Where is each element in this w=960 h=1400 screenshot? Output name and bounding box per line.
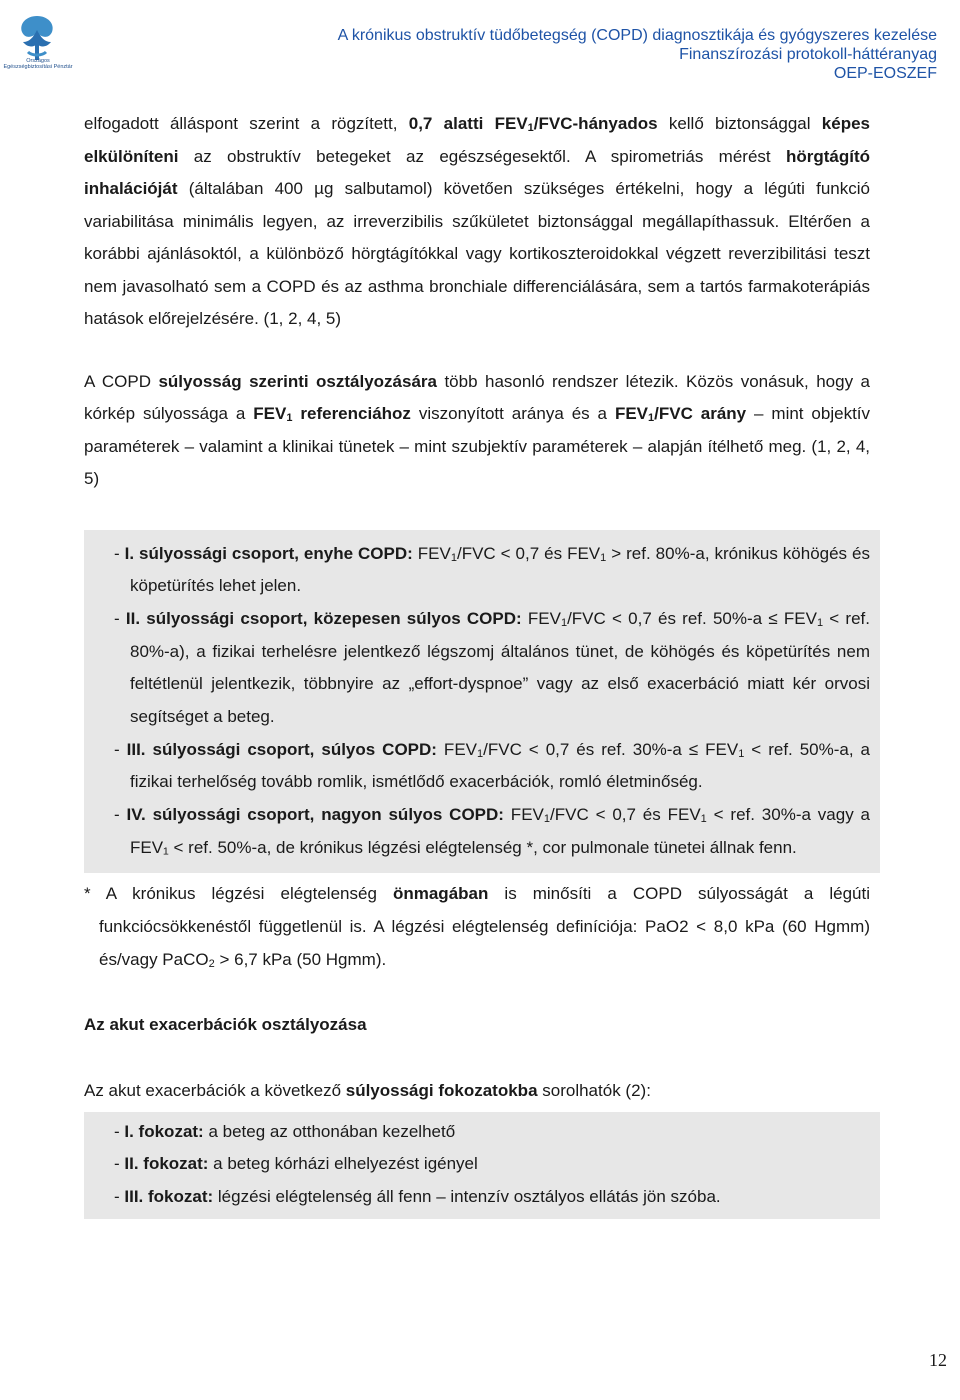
paragraph-exacerbation-grades: Az akut exacerbációk a következő súlyossági fokozatokba sorolhatók (2):: [84, 1080, 651, 1100]
respiratory-failure-footnote: * A krónikus légzési elégtelenség önmagában is minősíti a COPD súlyosságát a légúti funkciócsökkenéstől függetlenül is. A légzési elégtelenség definíciója: PaO2 < 8,0 kPa (60 Hgmm) és/vagy PaCO$_2$ > 6,7 kPa (50 Hgmm).: [84, 883, 871, 970]
paragraph-spirometry: elfogadott álláspont szerint a rögzített, 0,7 alatti $FEV_1/FVC$-hányados kellő biztonsággal képes elkülöníteni az obstruktív betegeket az egészségesektől. A spirometriás mérést hörgtágító inhalációját (általában 400 µg salbutamol) követően szükséges értékelni, hogy a légúti funkció variabilitása minimális legyen, az irreverzibilis szűkületet biztonsággal megállapíthassuk. Eltérően a korábbi ajánlásoktól, a különböző hörgtágítókkal vagy kortikoszteroidokkal végzett reverzibilitási teszt nem javasolható sem a COPD és az asthma bronchiale differenciálására, sem a tartós farmakoterápiás hatások előrejelzésére. (1, 2, 4, 5): [84, 114, 870, 328]
document-body: [84, 108, 870, 1219]
severity-groups-box: [84, 530, 880, 873]
severity-group-item: - II. súlyossági csoport, közepesen súlyos COPD: $FEV_1$/FVC < 0,7 és ref. $50\%-a \le FEV_1$ < ref. 80%-a), a fizikai terhelésre jelentkező légszomj általános tünet, de köhögés és köpetürítés nem feltétlenül jelentkezik, többnyire az „effort-dyspnoe” vagy az első exacerbáció miatt kér orvosi segítséget a beteg.: [114, 608, 870, 727]
header-title: A krónikus obstruktív tüdőbetegség (COPD) diagnosztikája és gyógyszeres kezelése: [337, 27, 937, 44]
page-number: 12: [929, 1350, 947, 1370]
grade-item: - I. fokozat: a beteg az otthonában kezelhető: [114, 1121, 456, 1141]
severity-group-item: - III. súlyossági csoport, súlyos COPD: $FEV_1$/FVC < 0,7 és ref. $30\%-a \le FEV_1$ < ref. 50%-a, a fizikai terhelőség tovább romlik, ismétlődő exacerbációk, romló életminőség.: [114, 739, 871, 792]
paragraph-severity-classification: A COPD súlyosság szerinti osztályozására több hasonló rendszer létezik. Közös vonásuk, hogy a kórkép súlyossága a $FEV_1$ referenciához viszonyított aránya és a $FEV_1$/FVC arány – mint objektív paraméterek – valamint a klinikai tünetek – mint szubjektív paraméterek – alapján ítélhető meg. (1, 2, 4, 5): [84, 371, 871, 488]
grade-item: - III. fokozat: légzési elégtelenség áll fenn – intenzív osztályos ellátás jön szóba.: [114, 1186, 721, 1206]
header-org: OEP-EOSZEF: [833, 65, 937, 82]
header-text: [338, 26, 937, 83]
grade-item: - II. fokozat: a beteg kórházi elhelyezést igényel: [114, 1154, 478, 1174]
section-heading: Az akut exacerbációk osztályozása: [84, 1014, 367, 1034]
header-subtitle: Finanszírozási protokoll-háttéranyag: [679, 46, 937, 63]
severity-group-item: - I. súlyossági csoport, enyhe COPD: $FEV_1$/FVC < 0,7 és $FEV_1$ > ref. 80%-a, krónikus köhögés és köpetürítés lehet jelen.: [114, 543, 870, 596]
page-header: [0, 0, 960, 90]
exacerbation-grades-box: [84, 1112, 880, 1220]
logo-caption: Országos Egészségbiztosítási Pénztár: [3, 58, 73, 70]
severity-group-item: - IV. súlyossági csoport, nagyon súlyos COPD: $FEV_1$/FVC < 0,7 és $FEV_1$ < ref. 30%-a vagy a FEV₁ < ref. 50%-a, de krónikus légzési elégtelenség *, cor pulmonale tünetei állnak fenn.: [114, 805, 870, 857]
